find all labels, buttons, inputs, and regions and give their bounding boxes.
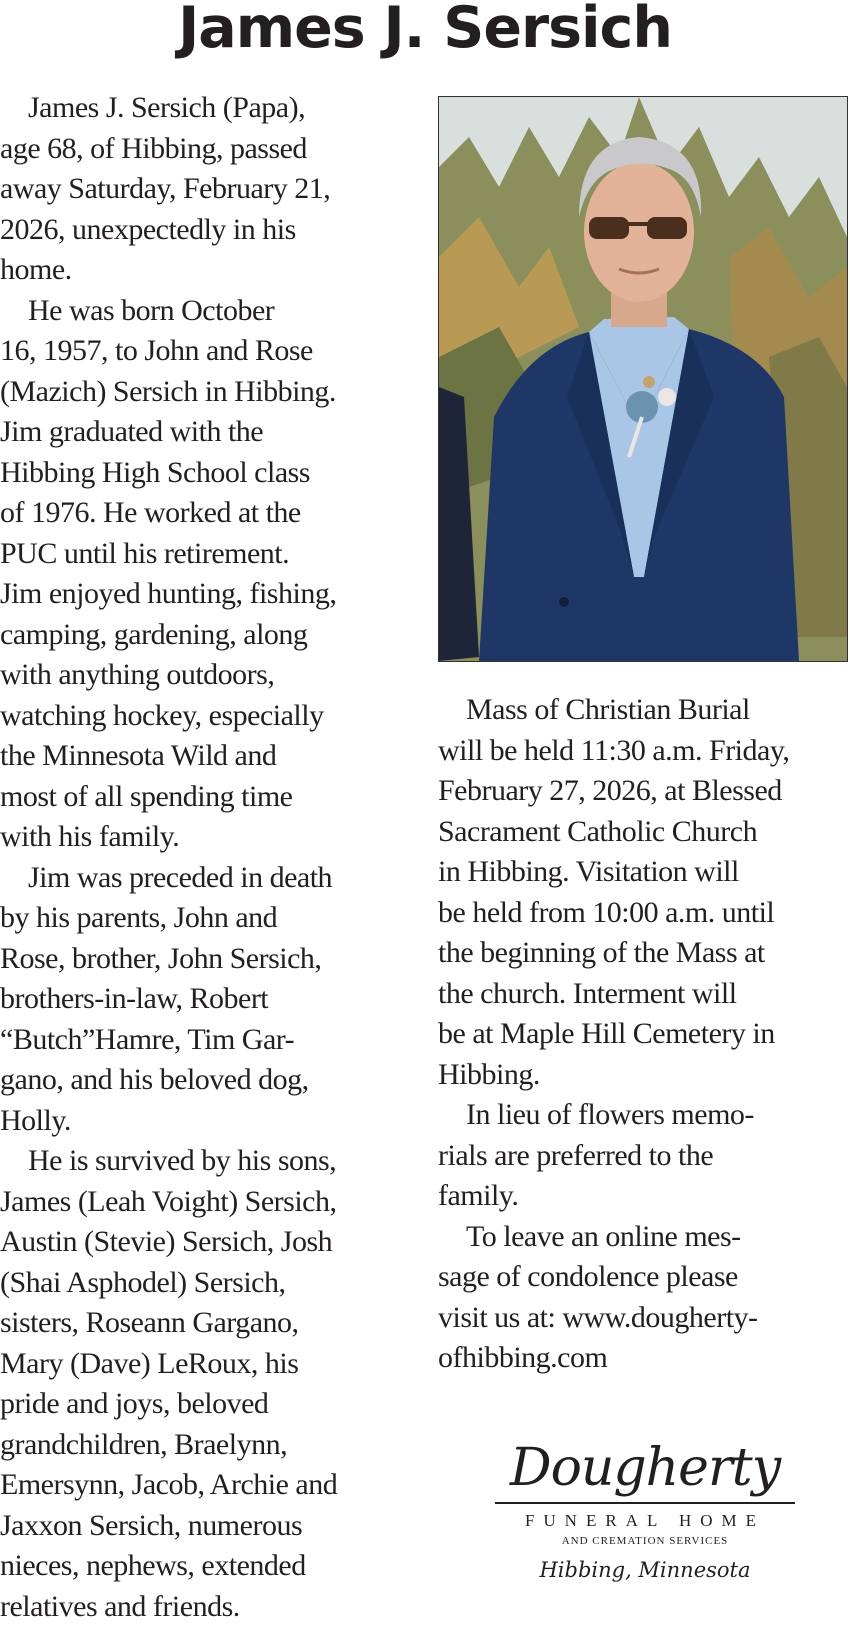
text-line: Austin (Stevie) Sersich, Josh: [0, 1222, 410, 1263]
text-line: visit us at: www.dougherty-: [438, 1298, 850, 1339]
text-line: watching hockey, especially: [0, 696, 410, 737]
portrait-photo: [438, 96, 848, 662]
logo-line-funeral-home: FUNERAL HOME: [490, 1510, 800, 1532]
text-line: Jim was preceded in death: [0, 858, 410, 899]
text-line: in Hibbing. Visitation will: [438, 852, 850, 893]
text-line: the church. Interment will: [438, 974, 850, 1015]
text-line: PUC until his retirement.: [0, 534, 410, 575]
text-line: will be held 11:30 a.m. Friday,: [438, 731, 850, 772]
text-line: Sacrament Catholic Church: [438, 812, 850, 853]
text-line: Emersynn, Jacob, Archie and: [0, 1465, 410, 1506]
text-line: by his parents, John and: [0, 898, 410, 939]
text-line: camping, gardening, along: [0, 615, 410, 656]
text-line: Hibbing High School class: [0, 453, 410, 494]
text-line: Hibbing.: [438, 1055, 850, 1096]
text-line: Jim graduated with the: [0, 412, 410, 453]
text-line: nieces, nephews, extended: [0, 1546, 410, 1587]
text-line: the Minnesota Wild and: [0, 736, 410, 777]
text-line: “Butch”Hamre, Tim Gar-: [0, 1020, 410, 1061]
text-line: sisters, Roseann Gargano,: [0, 1303, 410, 1344]
text-line: In lieu of flowers memo-: [438, 1095, 850, 1136]
logo-line-cremation: AND CREMATION SERVICES: [490, 1532, 800, 1550]
text-line: ofhibbing.com: [438, 1338, 850, 1379]
text-line: of 1976. He worked at the: [0, 493, 410, 534]
obituary-body-right: [438, 690, 850, 1379]
text-line: Mass of Christian Burial: [438, 690, 850, 731]
text-line: with his family.: [0, 817, 410, 858]
text-line: relatives and friends.: [0, 1587, 410, 1627]
text-line: 16, 1957, to John and Rose: [0, 331, 410, 372]
text-line: To leave an online mes-: [438, 1217, 850, 1258]
text-line: the beginning of the Mass at: [438, 933, 850, 974]
text-line: most of all spending time: [0, 777, 410, 818]
obituary-body-left: [0, 88, 410, 1627]
text-line: be at Maple Hill Cemetery in: [438, 1014, 850, 1055]
text-line: rials are preferred to the: [438, 1136, 850, 1177]
logo-divider: [495, 1502, 795, 1504]
text-line: away Saturday, February 21,: [0, 169, 410, 210]
text-line: Rose, brother, John Sersich,: [0, 939, 410, 980]
logo-name: Dougherty: [490, 1438, 800, 1498]
text-line: James J. Sersich (Papa),: [0, 88, 410, 129]
obituary-title: James J. Sersich: [0, 0, 850, 62]
text-line: sage of condolence please: [438, 1257, 850, 1298]
text-line: Jim enjoyed hunting, fishing,: [0, 574, 410, 615]
text-line: (Shai Asphodel) Sersich,: [0, 1263, 410, 1304]
text-line: pride and joys, beloved: [0, 1384, 410, 1425]
text-line: family.: [438, 1176, 850, 1217]
text-line: gano, and his beloved dog,: [0, 1060, 410, 1101]
text-line: age 68, of Hibbing, passed: [0, 129, 410, 170]
text-line: be held from 10:00 a.m. until: [438, 893, 850, 934]
text-line: February 27, 2026, at Blessed: [438, 771, 850, 812]
text-line: home.: [0, 250, 410, 291]
funeral-home-logo: [490, 1438, 800, 1613]
text-line: Jaxxon Sersich, numerous: [0, 1506, 410, 1547]
text-line: 2026, unexpectedly in his: [0, 210, 410, 251]
text-line: brothers-in-law, Robert: [0, 979, 410, 1020]
text-line: (Mazich) Sersich in Hibbing.: [0, 372, 410, 413]
text-line: Holly.: [0, 1101, 410, 1142]
portrait-illustration: [439, 97, 847, 661]
text-line: with anything outdoors,: [0, 655, 410, 696]
text-line: James (Leah Voight) Sersich,: [0, 1182, 410, 1223]
text-line: He is survived by his sons,: [0, 1141, 410, 1182]
text-line: He was born October: [0, 291, 410, 332]
text-line: grandchildren, Braelynn,: [0, 1425, 410, 1466]
text-line: Mary (Dave) LeRoux, his: [0, 1344, 410, 1385]
logo-location: Hibbing, Minnesota: [490, 1550, 800, 1590]
